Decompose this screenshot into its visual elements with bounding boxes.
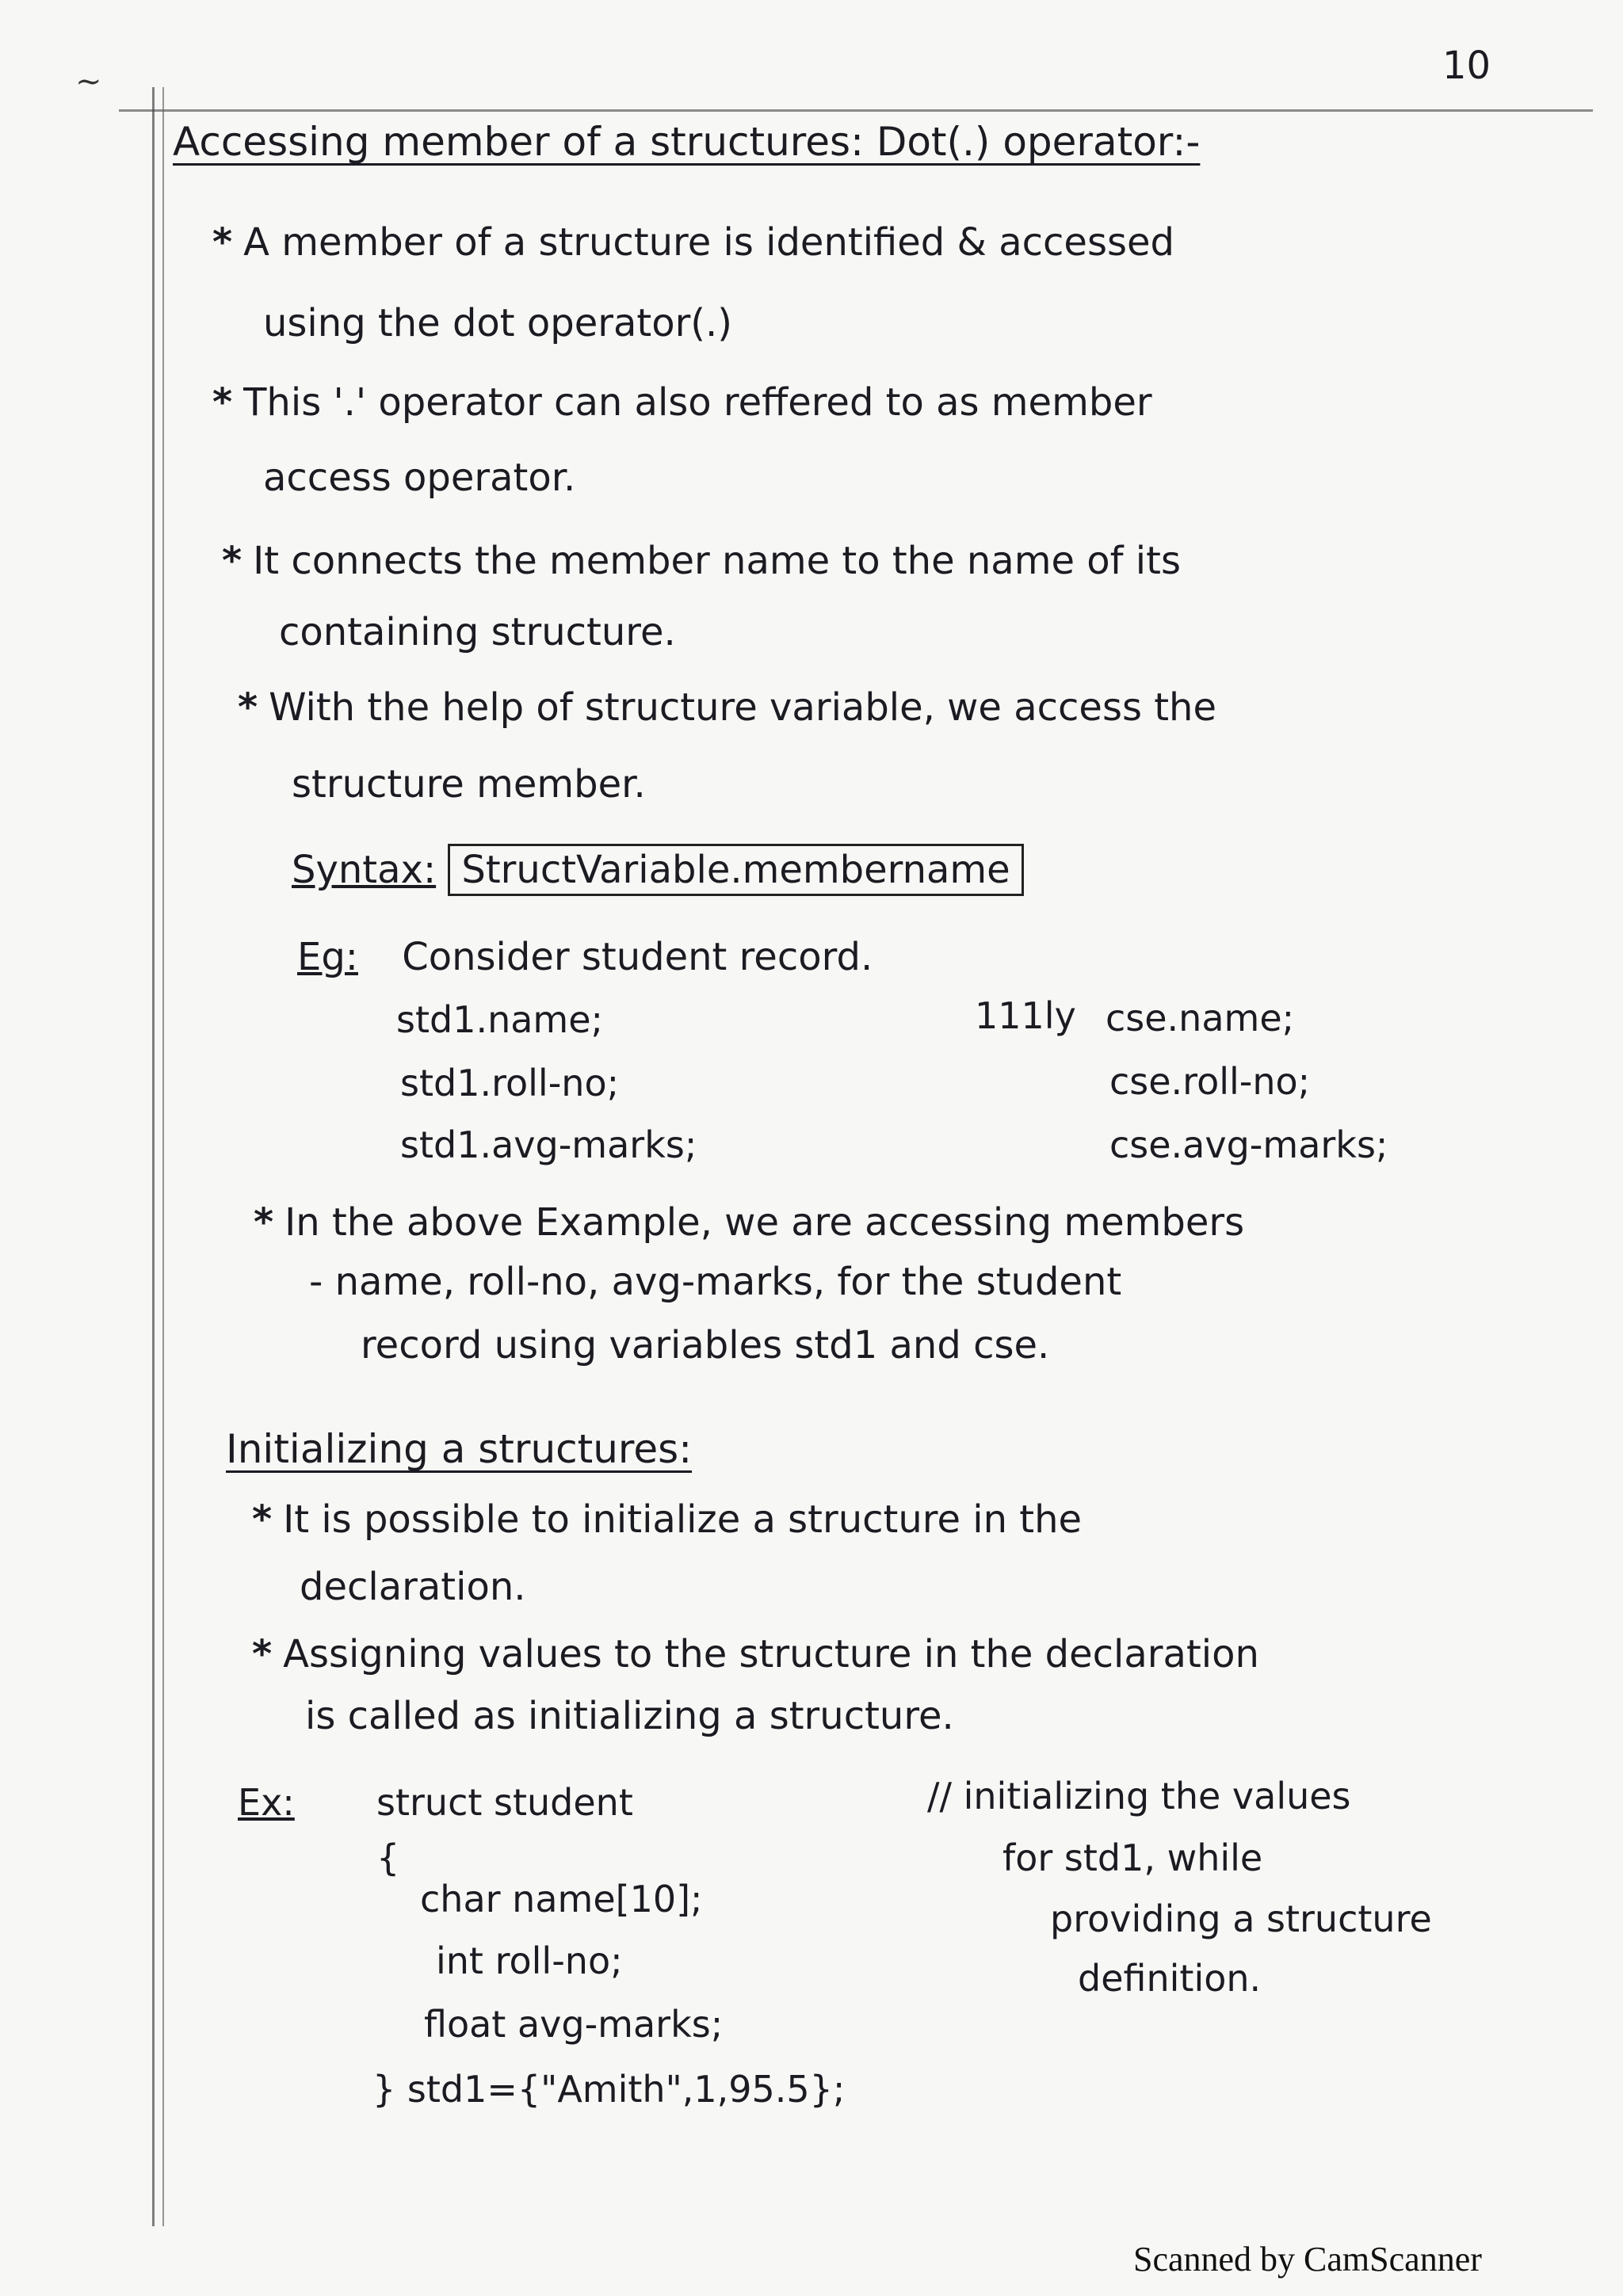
right-code-3: cse.avg-marks;	[1109, 1123, 1388, 1166]
section-heading-initializing: Initializing a structures:	[226, 1426, 693, 1472]
left-code-1: std1.name;	[396, 998, 604, 1041]
eg-intro-text: Consider student record.	[402, 935, 873, 979]
bullet-2-line-1: * This '.' operator can also reffered to as member	[212, 380, 1152, 425]
s2-bullet-1-line-2: declaration.	[300, 1565, 526, 1609]
bullet-3-line-1: * It connects the member name to the name of its	[222, 539, 1181, 583]
comment-line-3: providing a structure	[1050, 1897, 1432, 1940]
bullet-1-line-1: * A member of a structure is identified & accessed	[212, 220, 1174, 265]
code-line-2: {	[376, 1836, 400, 1879]
syntax-label: Syntax:	[292, 848, 437, 892]
note-line-1: * In the above Example, we are accessing members	[254, 1200, 1245, 1245]
code-line-1: struct student	[376, 1781, 633, 1824]
code-line-3: char name[10];	[420, 1878, 703, 1920]
camscanner-watermark: Scanned by CamScanner	[1133, 2240, 1482, 2279]
comment-line-1: // initializing the values	[927, 1775, 1351, 1817]
comment-line-4: definition.	[1078, 1957, 1262, 2000]
syntax-box: StructVariable.membername	[448, 844, 1023, 896]
margin-line-inner	[162, 87, 164, 2226]
bullet-2-line-2: access operator.	[263, 456, 576, 500]
section-heading-accessing: Accessing member of a structures: Dot(.) operator:-	[173, 119, 1201, 165]
s2-bullet-2-line-2: is called as initializing a structure.	[305, 1694, 954, 1738]
left-code-3: std1.avg-marks;	[400, 1123, 697, 1166]
bullet-4-line-2: structure member.	[292, 762, 646, 807]
bullet-1-line-2: using the dot operator(.)	[263, 301, 733, 345]
example-intro	[297, 935, 873, 979]
note-line-3: record using variables std1 and cse.	[361, 1323, 1050, 1367]
margin-line	[152, 87, 155, 2226]
eg-label: Eg:	[297, 935, 358, 979]
code-line-6: } std1={"Amith",1,95.5};	[372, 2068, 846, 2111]
page-number: 10	[1442, 44, 1491, 88]
s2-bullet-1-line-1: * It is possible to initialize a structure in the	[252, 1497, 1083, 1542]
bullet-4-line-1: * With the help of structure variable, we access the	[238, 685, 1216, 730]
syntax-line	[292, 848, 1024, 892]
left-code-2: std1.roll-no;	[400, 1062, 620, 1104]
comment-line-2: for std1, while	[1002, 1836, 1263, 1879]
ex-label: Ex:	[238, 1781, 295, 1824]
bullet-3-line-2: containing structure.	[279, 610, 676, 654]
top-rule	[119, 109, 1593, 112]
right-prefix: 111ly	[975, 994, 1076, 1037]
note-line-2: - name, roll-no, avg-marks, for the student	[309, 1260, 1122, 1304]
corner-mark: ~	[75, 63, 102, 100]
s2-bullet-2-line-1: * Assigning values to the structure in the declaration	[252, 1632, 1259, 1676]
right-code-2: cse.roll-no;	[1109, 1060, 1311, 1103]
right-code-1: cse.name;	[1106, 997, 1295, 1039]
code-line-4: int roll-no;	[436, 1939, 623, 1982]
code-line-5: float avg-marks;	[424, 2003, 724, 2046]
